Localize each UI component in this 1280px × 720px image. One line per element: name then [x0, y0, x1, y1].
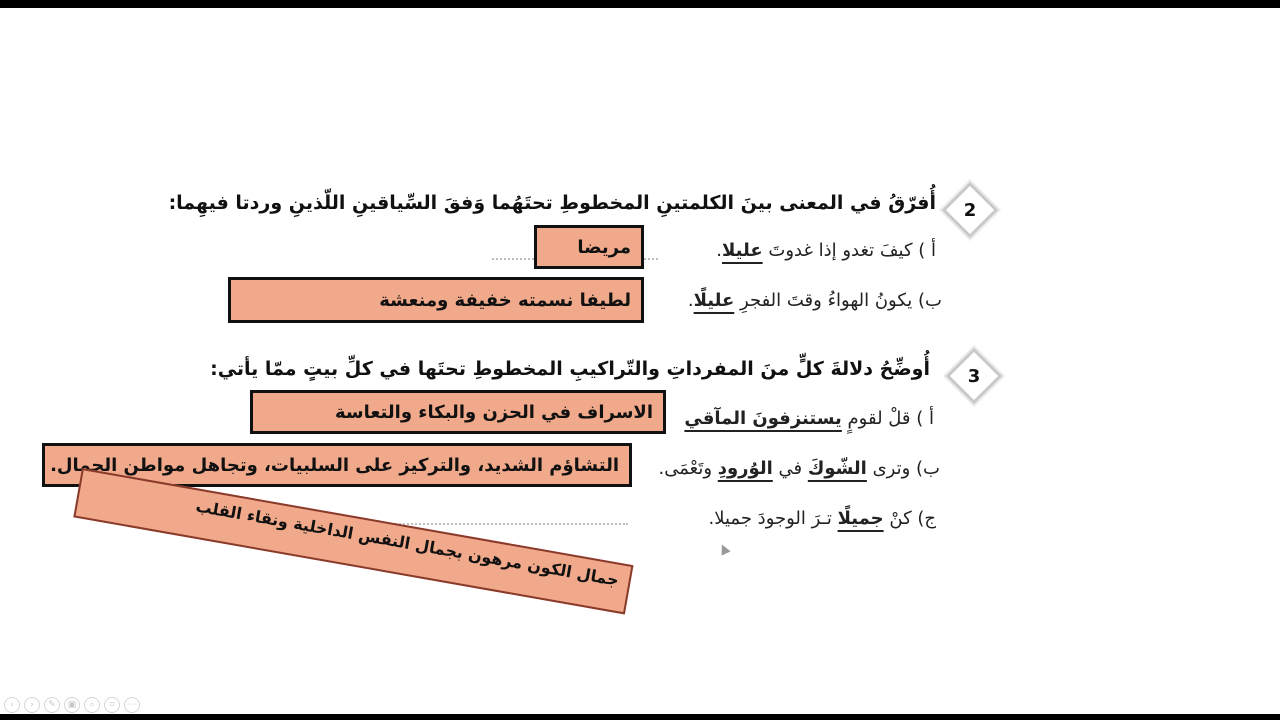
zoom-icon[interactable]: ⌕	[84, 697, 100, 713]
forward-icon[interactable]: ›	[24, 697, 40, 713]
question-number: 2	[963, 199, 977, 221]
copy-icon[interactable]: ▣	[64, 697, 80, 713]
back-icon[interactable]: ‹	[4, 697, 20, 713]
top-letterbox	[0, 0, 1280, 8]
question-number: 3	[967, 365, 981, 387]
answer-box-rotated: جمال الكون مرهون بجمال النفس الداخلية ونقاء القلب	[73, 468, 633, 614]
answer-box: مريضا	[534, 225, 644, 269]
list-item: ب) يكونُ الهواءُ وقتَ الفجرِ عليلًا.	[687, 290, 942, 311]
underlined-word: عليلًا	[693, 290, 735, 311]
underlined-word: يستنزفونَ المآقي	[684, 408, 842, 429]
answer-box: الاسراف في الحزن والبكاء والتعاسة	[250, 390, 666, 434]
underlined-word: الشّوكَ	[807, 458, 867, 479]
bottom-letterbox	[0, 714, 1280, 720]
question-heading: أُفرّقُ في المعنى بينَ الكلمتينِ المخطوطِ تحتَهُما وَفقَ السِّياقينِ اللّذينِ وردتا فيهِما:	[168, 192, 936, 214]
list-item: أ ) قلْ لقومٍ يستنزفونَ المآقي	[684, 408, 934, 429]
underlined-word: عليلا	[721, 240, 763, 261]
player-toolbar	[4, 697, 140, 713]
more-icon[interactable]: ⋯	[124, 697, 140, 713]
underlined-word: جميلًا	[837, 508, 884, 529]
crop-icon[interactable]: ⌗	[104, 697, 120, 713]
question-heading: أُوضِّحُ دلالةَ كلٍّ منَ المفرداتِ والتّراكيبِ المخطوطِ تحتَها في كلِّ بيتٍ ممّا يأتي:	[210, 358, 930, 380]
list-item: أ ) كيفَ تغدو إذا غدوتَ عليلا.	[716, 240, 936, 261]
mouse-cursor-icon	[717, 542, 730, 555]
pen-icon[interactable]: ✎	[44, 697, 60, 713]
question-number-badge	[942, 182, 999, 239]
list-item: ج) كنْ جميلًا تـرَ الوجودَ جميلا.	[708, 508, 936, 529]
underlined-word: الوُرودِ	[717, 458, 773, 479]
answer-box: التشاؤم الشديد، والتركيز على السلبيات، وتجاهل مواطن الجمال.	[42, 443, 632, 487]
list-item: ب) وترى الشّوكَ في الوُرودِ وتَعْمَى.	[658, 458, 940, 479]
question-number-badge	[946, 348, 1003, 405]
answer-box: لطيفا نسمته خفيفة ومنعشة	[228, 277, 644, 323]
